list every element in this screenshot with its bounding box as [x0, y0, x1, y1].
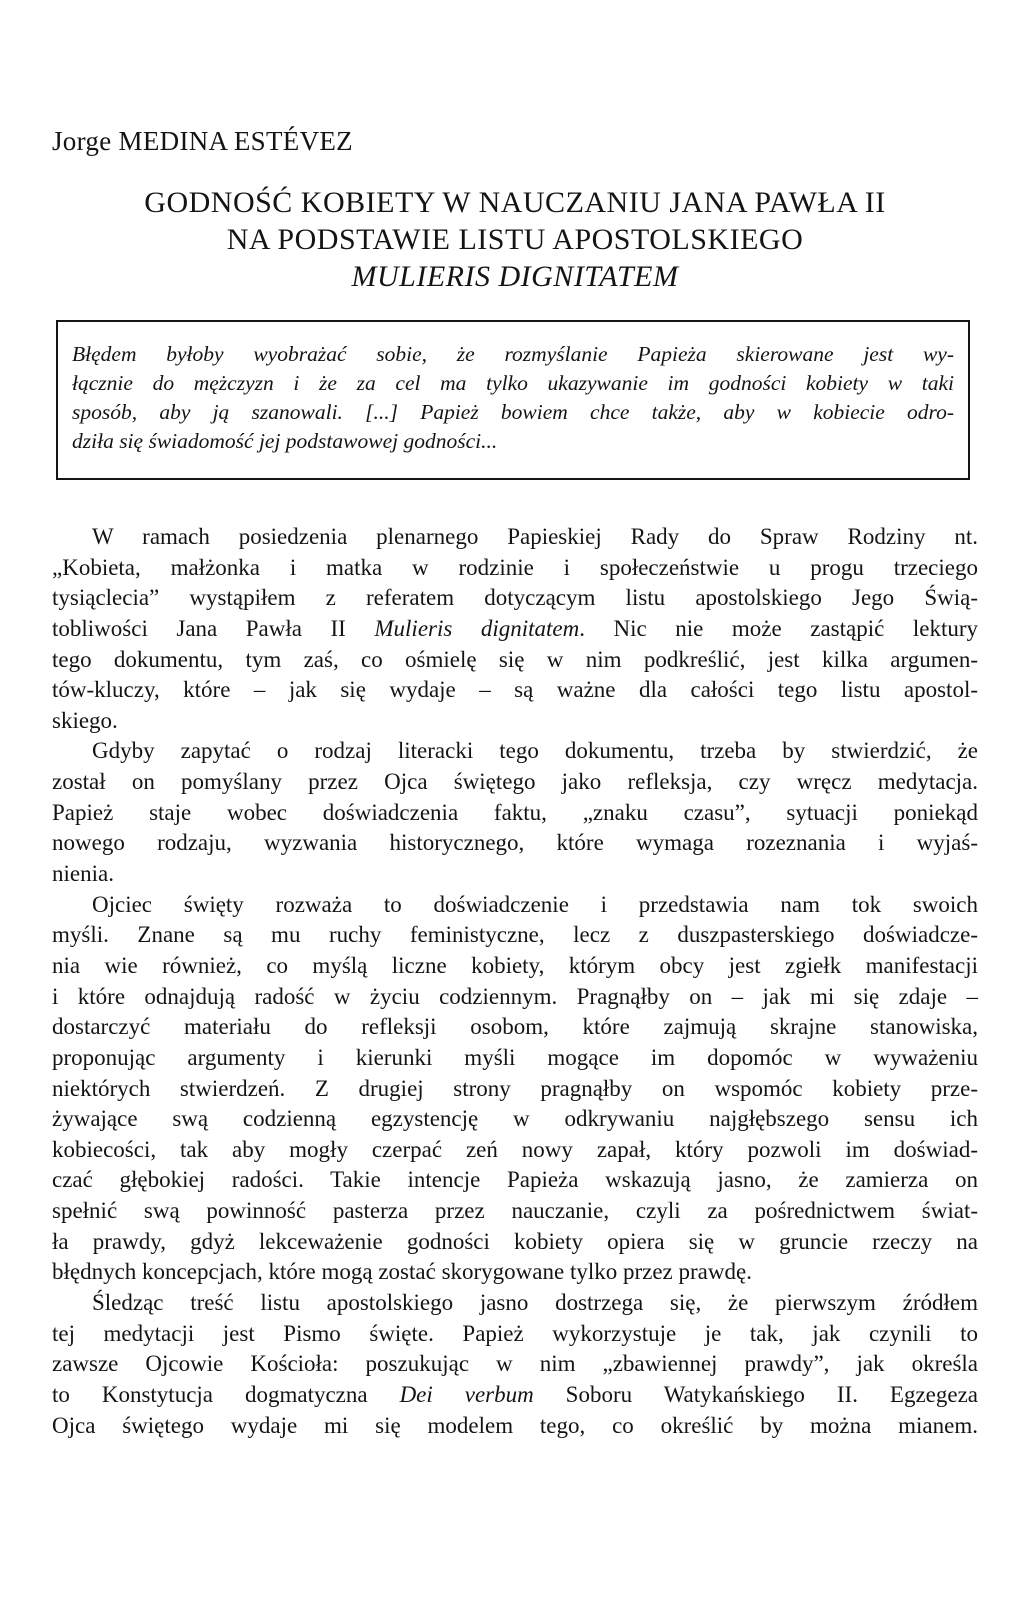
epigraph-line: łącznie do mężczyzn i że za cel ma tylko ukazywanie im godności kobiety w taki	[72, 371, 954, 395]
line-text: Soboru Watykańskiego II. Egzegeza	[533, 1381, 979, 1407]
paragraph-3-line: kobiecości, tak aby mogły czerpać zeń nowy zapał, który pozwoli im doświad-	[52, 1136, 978, 1162]
paragraph-3-line: czać głębokiej radości. Takie intencje Papieża wskazują jasno, że zamierza on	[52, 1167, 978, 1193]
epigraph-line: dziła się świadomość jej podstawowej godności...	[72, 429, 498, 453]
paragraph-3-line: spełnić swą powinność pasterza przez nauczanie, czyli za pośrednictwem świat-	[52, 1198, 978, 1224]
paragraph-4-line: Ojca świętego wydaje mi się modelem tego, co określić by można mianem.	[52, 1412, 978, 1438]
body-text	[52, 522, 978, 1441]
paragraph-3-line: dostarczyć materiału do refleksji osobom, które zajmują skrajne stanowiska,	[52, 1014, 978, 1040]
paragraph-4-line	[52, 1380, 978, 1411]
paragraph-1-line: skiego.	[52, 707, 118, 733]
line-text: . Nic nie może zastąpić lektury	[579, 615, 978, 641]
paragraph-4-line: zawsze Ojcowie Kościoła: poszukując w nim „zbawiennej prawdy”, jak określa	[52, 1351, 978, 1377]
paragraph-2-line: został on pomyślany przez Ojca świętego jako refleksja, czy wręcz medytacja.	[52, 769, 978, 795]
line-text: tobliwości Jana Pawła II	[52, 615, 375, 641]
paragraph-3-line: ła prawdy, gdyż lekceważenie godności kobiety opiera się w gruncie rzeczy na	[52, 1228, 978, 1254]
paragraph-4-line: Śledząc treść listu apostolskiego jasno dostrzega się, że pierwszym źródłem	[92, 1290, 978, 1316]
paragraph-3-line: proponując argumenty i kierunki myśli mogące im dopomóc w wyważeniu	[52, 1044, 978, 1070]
title-line-2: NA PODSTAWIE LISTU APOSTOLSKIEGO	[226, 223, 804, 256]
italic-title-mulieris-dignitatem: Mulieris dignitatem	[374, 615, 580, 641]
paragraph-1-line	[52, 614, 978, 645]
paragraph-1-line: tów-kluczy, które – jak się wydaje – są ważne dla całości tego listu apostol-	[52, 677, 978, 703]
title-line-1: GODNOŚĆ KOBIETY W NAUCZANIU JANA PAWŁA II	[144, 186, 886, 219]
paragraph-1-line: tego dokumentu, tym zaś, co ośmielę się w nim podkreślić, jest kilka argumen-	[52, 646, 978, 672]
epigraph-line: sposób, aby ją szanowali. [...] Papież bowiem chce także, aby w kobiecie odro-	[72, 400, 954, 424]
paragraph-3-line: myśli. Znane są mu ruchy feministyczne, lecz z duszpasterskiego doświadcze-	[52, 922, 978, 948]
paragraph-1-line: „Kobieta, małżonka i matka w rodzinie i społeczeństwie u progu trzeciego	[52, 554, 978, 580]
italic-title-dei-verbum: Dei verbum	[399, 1381, 534, 1407]
paragraph-3-line: Ojciec święty rozważa to doświadczenie i przedstawia nam tok swoich	[92, 891, 978, 917]
author-name: Jorge MEDINA ESTÉVEZ	[52, 126, 353, 156]
paragraph-3-line: błędnych koncepcjach, które mogą zostać skorygowane tylko przez prawdę.	[52, 1259, 752, 1285]
paragraph-1-line: W ramach posiedzenia plenarnego Papieskiej Rady do Spraw Rodziny nt.	[92, 524, 978, 549]
paragraph-4-line: tej medytacji jest Pismo święte. Papież wykorzystuje je tak, jak czynili to	[52, 1320, 978, 1346]
paragraph-3-line: nia wie również, co myślą liczne kobiety, którym obcy jest zgiełk manifestacji	[52, 952, 978, 978]
epigraph-box	[56, 320, 970, 480]
paragraph-1-line: tysiąclecia” wystąpiłem z referatem dotyczącym listu apostolskiego Jego Świą-	[52, 585, 978, 611]
line-text: to Konstytucja dogmatyczna	[52, 1381, 400, 1407]
paragraph-2-line: nienia.	[52, 861, 114, 887]
paragraph-3-line: i które odnajdują radość w życiu codziennym. Pragnąłby on – jak mi się zdaje –	[52, 983, 978, 1009]
paragraph-2-line: nowego rodzaju, wyzwania historycznego, które wymaga rozeznania i wyjaś-	[52, 830, 978, 856]
paragraph-2-line: Gdyby zapytać o rodzaj literacki tego dokumentu, trzeba by stwierdzić, że	[92, 738, 978, 764]
article-title	[52, 184, 978, 295]
title-line-3: MULIERIS DIGNITATEM	[351, 260, 679, 293]
paragraph-2-line: Papież staje wobec doświadczenia faktu, „znaku czasu”, sytuacji poniekąd	[52, 799, 978, 825]
paragraph-3-line: żywające swą codzienną egzystencję w odkrywaniu najgłębszego sensu ich	[52, 1106, 978, 1132]
epigraph-line: Błędem byłoby wyobrażać sobie, że rozmyślanie Papieża skierowane jest wy-	[72, 342, 954, 366]
paragraph-3-line: niektórych stwierdzeń. Z drugiej strony pragnąłby on wspomóc kobiety prze-	[52, 1075, 978, 1101]
